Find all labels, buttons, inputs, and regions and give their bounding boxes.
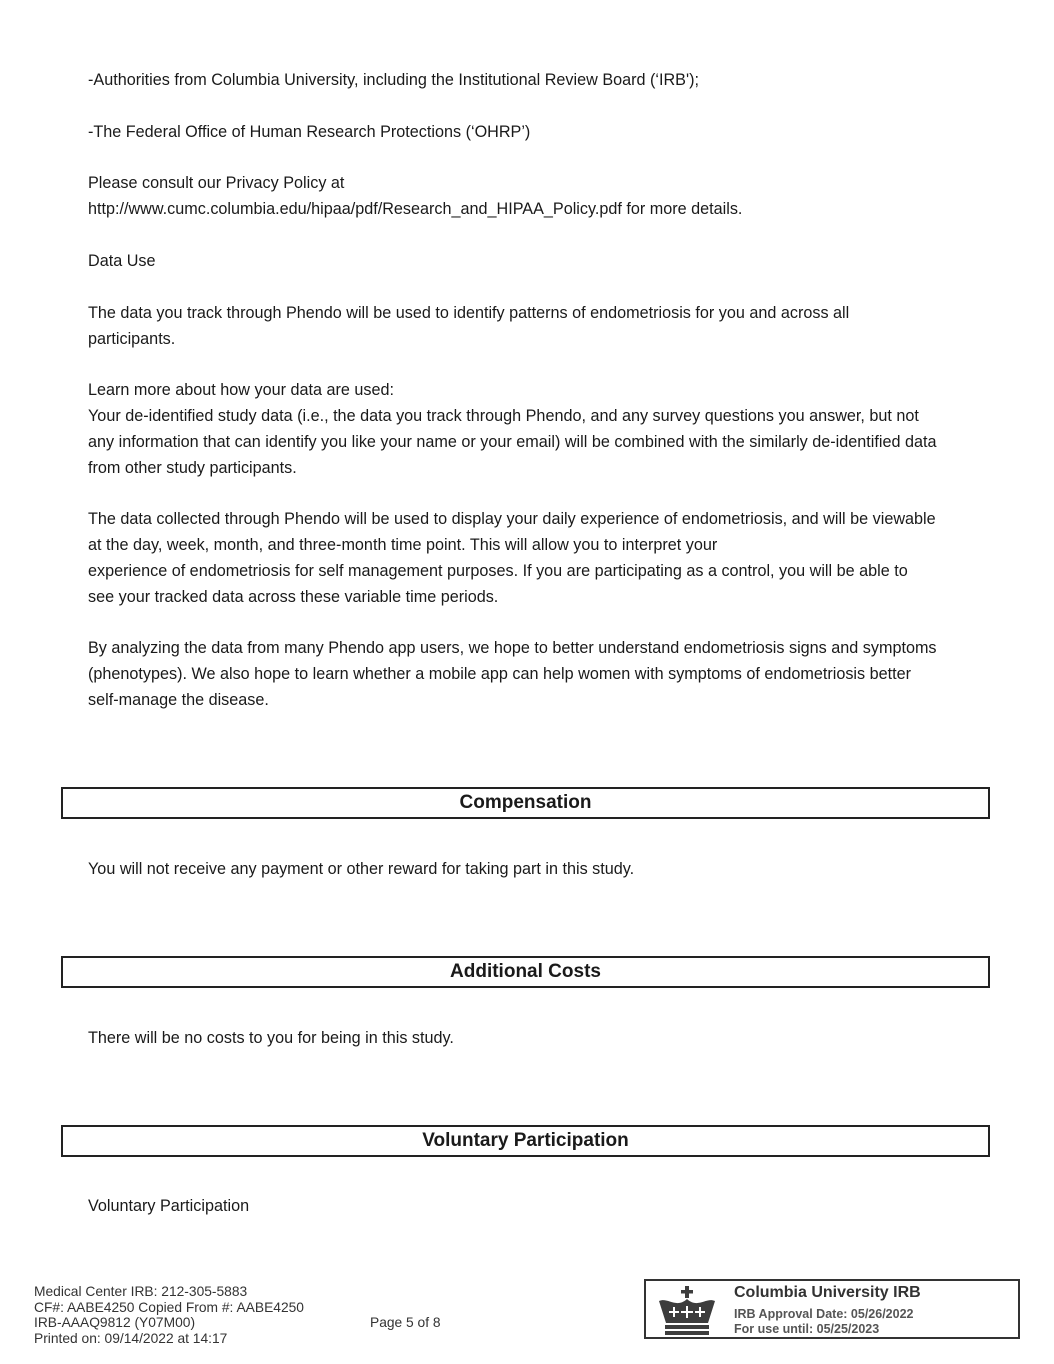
footer-cf-number: CF#: AABE4250 Copied From #: AABE4250	[34, 1299, 304, 1315]
paragraph-privacy-policy	[88, 170, 998, 222]
subheading-data-use	[88, 248, 998, 274]
voluntary-participation-text	[88, 1193, 998, 1219]
text-line: Voluntary Participation	[88, 1197, 250, 1215]
columbia-crown-icon	[654, 1283, 720, 1337]
irb-stamp-title: Columbia University IRB	[734, 1284, 921, 1301]
text-line: Learn more about how your data are used:	[88, 381, 394, 399]
page-number: Page 5 of 8	[370, 1315, 441, 1330]
paragraph-data-display	[88, 506, 998, 610]
paragraph-analysis	[88, 635, 998, 713]
text-line: from other study participants.	[88, 459, 297, 477]
irb-approval-date: IRB Approval Date: 05/26/2022	[734, 1307, 914, 1321]
text-line: Please consult our Privacy Policy at	[88, 174, 345, 192]
text-line: Data Use	[88, 252, 156, 270]
footer-irb-info	[34, 1284, 304, 1346]
text-line: (phenotypes). We also hope to learn whether a mobile app can help women with symptoms of endometriosis better	[88, 665, 912, 683]
compensation-text	[88, 856, 998, 882]
paragraph-data-tracking	[88, 300, 998, 352]
footer-irb-phone: Medical Center IRB: 212-305-5883	[34, 1284, 248, 1299]
additional-costs-text	[88, 1025, 998, 1051]
text-line: Your de-identified study data (i.e., the data you track through Phendo, and any survey questions you answer, but not	[88, 407, 919, 425]
text-line: -Authorities from Columbia University, including the Institutional Review Board (‘IRB');	[88, 71, 699, 89]
section-heading-voluntary-participation: Voluntary Participation	[61, 1125, 990, 1157]
text-line: participants.	[88, 330, 176, 348]
paragraph-ohrp	[88, 119, 998, 145]
section-heading-compensation: Compensation	[61, 787, 990, 819]
text-line: self-manage the disease.	[88, 691, 269, 709]
text-line: The data collected through Phendo will be used to display your daily experience of endometriosis, and will be viewable	[88, 510, 936, 528]
paragraph-data-usage	[88, 377, 998, 481]
text-line: at the day, week, month, and three-month time point. This will allow you to interpret your	[88, 536, 718, 554]
footer-protocol-id: IRB-AAAQ9812 (Y07M00)	[34, 1315, 196, 1330]
text-line: By analyzing the data from many Phendo app users, we hope to better understand endometriosis signs and symptoms	[88, 639, 937, 657]
text-line: any information that can identify you like your name or your email) will be combined with the similarly de-identified data	[88, 433, 937, 451]
text-line: The data you track through Phendo will be used to identify patterns of endometriosis for you and across all	[88, 304, 850, 322]
text-line: There will be no costs to you for being in this study.	[88, 1029, 454, 1047]
irb-approval-stamp	[644, 1279, 1020, 1339]
text-line: experience of endometriosis for self management purposes. If you are participating as a control, you will be able to	[88, 562, 908, 580]
section-heading-additional-costs: Additional Costs	[61, 956, 990, 988]
text-line: -The Federal Office of Human Research Protections (‘OHRP’)	[88, 123, 531, 141]
irb-valid-until: For use until: 05/25/2023	[734, 1322, 880, 1336]
privacy-policy-url: http://www.cumc.columbia.edu/hipaa/pdf/Research_and_HIPAA_Policy.pdf for more details.	[88, 200, 743, 218]
paragraph-authorities	[88, 67, 998, 93]
text-line: see your tracked data across these variable time periods.	[88, 588, 499, 606]
text-line: You will not receive any payment or other reward for taking part in this study.	[88, 860, 635, 878]
footer-printed-date: Printed on: 09/14/2022 at 14:17	[34, 1330, 228, 1346]
